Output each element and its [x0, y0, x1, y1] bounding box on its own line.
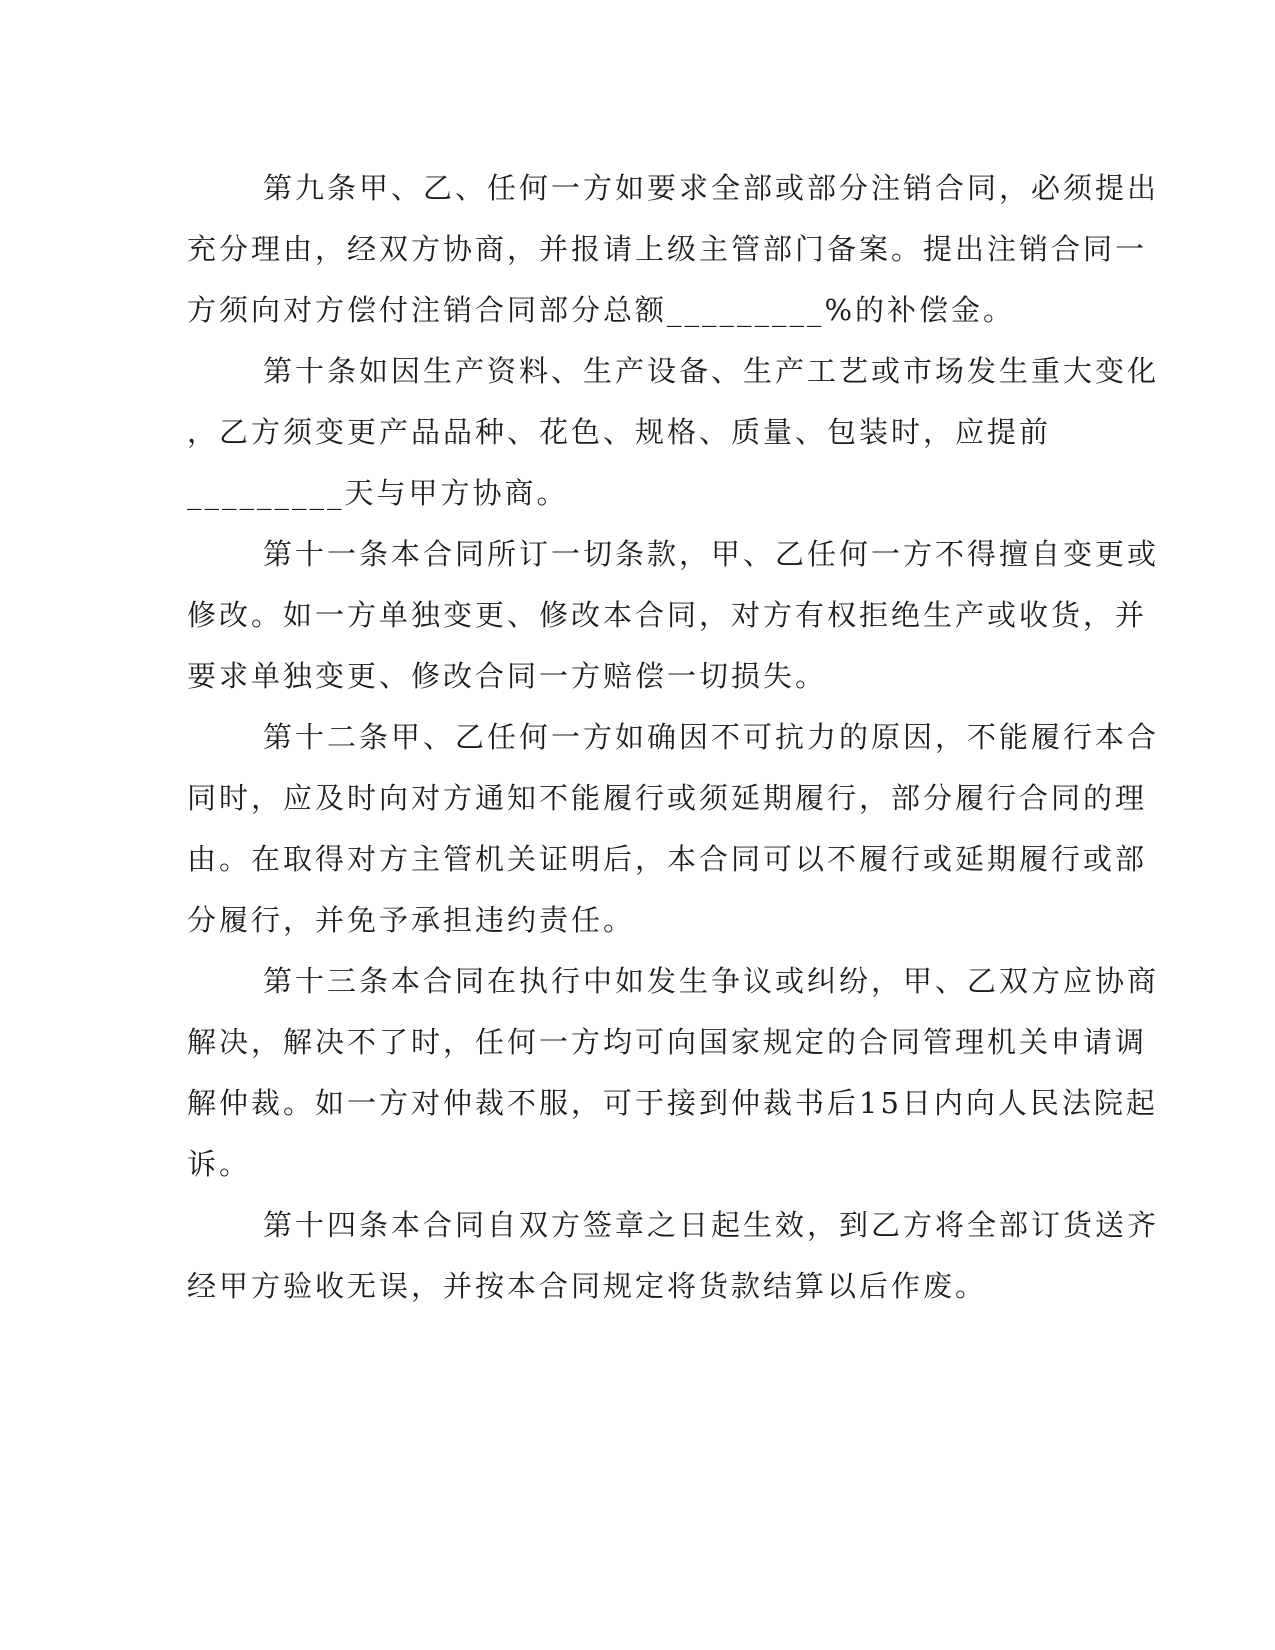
article-12-line-3: 由。在取得对方主管机关证明后，本合同可以不履行或延期履行或部 [187, 842, 1148, 876]
article-13-line-3: 解仲裁。如一方对仲裁不服，可于接到仲裁书后15日内向人民法院起 [187, 1086, 1158, 1120]
article-10-line-1: 第十条如因生产资料、生产设备、生产工艺或市场发生重大变化 [263, 354, 1160, 388]
article-13-line-2: 解决，解决不了时，任何一方均可向国家规定的合同管理机关申请调 [187, 1025, 1148, 1059]
article-11-line-1: 第十一条本合同所订一切条款，甲、乙任何一方不得擅自变更或 [263, 537, 1160, 571]
article-12-line-1: 第十二条甲、乙任何一方如确因不可抗力的原因，不能履行本合 [263, 720, 1160, 754]
article-13-line-4: 诉。 [187, 1147, 252, 1181]
article-13-line-1: 第十三条本合同在执行中如发生争议或纠纷，甲、乙双方应协商 [263, 964, 1160, 998]
article-10-line-3: _________天与甲方协商。 [187, 476, 569, 510]
article-9-line-1: 第九条甲、乙、任何一方如要求全部或部分注销合同，必须提出 [263, 171, 1160, 205]
article-12-line-4: 分履行，并免予承担违约责任。 [187, 903, 636, 937]
article-11-line-3: 要求单独变更、修改合同一方赔偿一切损失。 [187, 659, 828, 693]
article-9-line-2: 充分理由，经双方协商，并报请上级主管部门备案。提出注销合同一 [187, 232, 1148, 266]
article-12-line-2: 同时，应及时向对方通知不能履行或须延期履行，部分履行合同的理 [187, 781, 1148, 815]
article-14-line-2: 经甲方验收无误，并按本合同规定将货款结算以后作废。 [187, 1269, 988, 1303]
article-11-line-2: 修改。如一方单独变更、修改本合同，对方有权拒绝生产或收货，并 [187, 598, 1148, 632]
article-9-line-3: 方须向对方偿付注销合同部分总额_________%的补偿金。 [187, 293, 1016, 327]
article-10-line-2: ，乙方须变更产品品种、花色、规格、质量、包装时，应提前 [187, 415, 1052, 449]
document-body [187, 158, 1160, 1317]
article-14-line-1: 第十四条本合同自双方签章之日起生效，到乙方将全部订货送齐 [263, 1208, 1160, 1242]
